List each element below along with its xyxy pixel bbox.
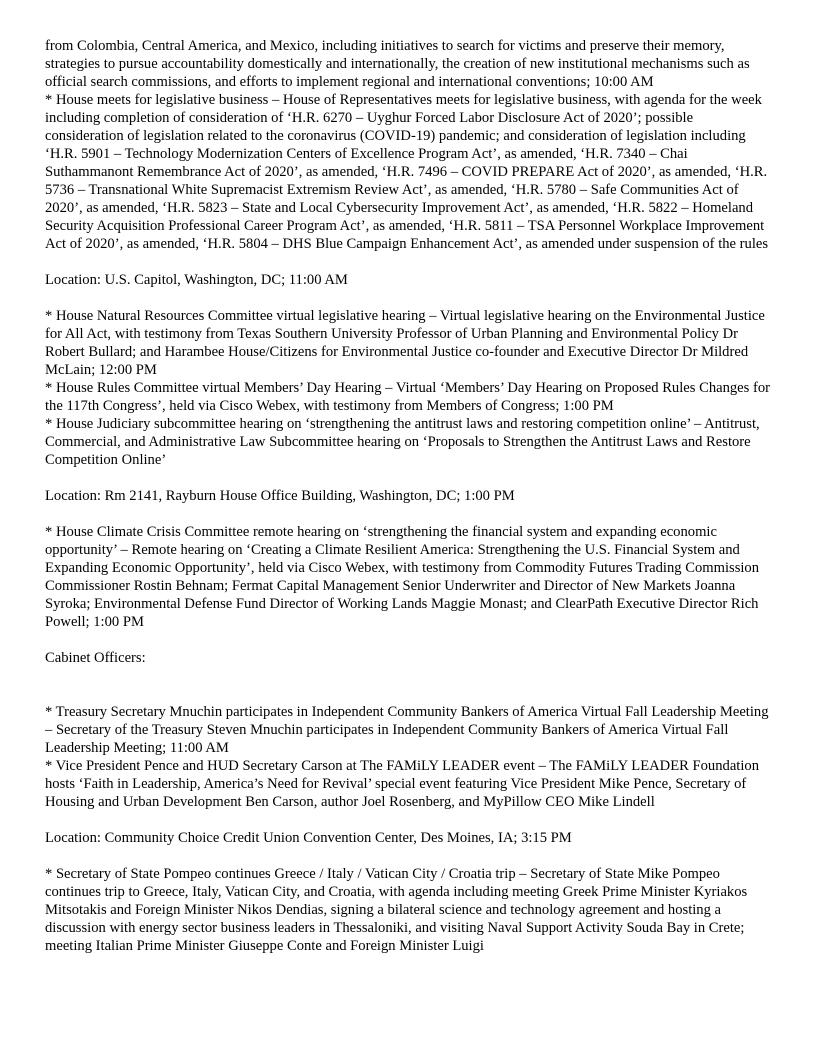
paragraph-house-legislative-business: * House meets for legislative business – House of Representatives meets for legislative business, with agenda for the week including completion of consideration of ‘H.R. 6270 – Uyghur Forced Labor Disclosure Act of 2020’; possible consideration of legislation related to the coronavirus (COVID-19) pandemic; and consideration of legislation including ‘H.R. 5901 – Technology Modernization Centers of Excellence Program Act’, as amended, ‘H.R. 7340 – Chai Suthammanont Remembrance Act of 2020’, as amended, ‘H.R. 7496 – COVID PREPARE Act of 2020’, as amended, ‘H.R. 5736 – Transnational White Supremacist Extremism Review Act’, as amended, ‘H.R. 5780 – Safe Communities Act of 2020’, as amended, ‘H.R. 5823 – State and Local Cybersecurity Improvement Act’, as amended, ‘H.R. 5822 – Homeland Security Acquisition Professional Career Program Act’, as amended, ‘H.R. 5811 – TSA Personnel Workplace Improvement Act of 2020’, as amended, ‘H.R. 5804 – DHS Blue Campaign Enhancement Act’, as amended under suspension of the rules: [45, 92, 769, 252]
spacer: [45, 505, 773, 523]
spacer: [45, 253, 773, 271]
paragraph-colombia-continuation: from Colombia, Central America, and Mexico, including initiatives to search for victims and preserve their memory, strategies to pursue accountability domestically and internationally, the creation of new institutional mechanisms such as official search commissions, and efforts to implement regional and international conventions; 10:00 AM: [45, 38, 750, 90]
spacer: [45, 631, 773, 649]
spacer: [45, 811, 773, 829]
paragraph-natural-resources-hearing: * House Natural Resources Committee virtual legislative hearing – Virtual legislative hearing on the Environmental Justice for All Act, with testimony from Texas Southern University Professor of Urban Planning and Environmental Policy Dr Robert Bullard; and Harambee House/Citizens for Environmental Justice co-founder and Executive Director Dr Mildred McLain; 12:00 PM: [45, 308, 765, 378]
document-page: [45, 37, 773, 955]
paragraph-pence-carson-event: * Vice President Pence and HUD Secretary Carson at The FAMiLY LEADER event – The FAMiLY LEADER Foundation hosts ‘Faith in Leadership, America’s Need for Revival’ special event featuring Vice President Mike Pence, Secretary of Housing and Urban Development Ben Carson, author Joel Rosenberg, and MyPillow CEO Mike Lindell: [45, 758, 760, 810]
heading-cabinet-officers: Cabinet Officers:: [45, 650, 146, 666]
paragraph-pompeo-trip: * Secretary of State Pompeo continues Greece / Italy / Vatican City / Croatia trip – Secretary of State Mike Pompeo continues trip to Greece, Italy, Vatican City, and Croatia, with agenda including meeting Greek Prime Minister Kyriakos Mitsotakis and Foreign Minister Nikos Dendias, signing a bilateral science and technology agreement and hosting a discussion with energy sector business leaders in Thessaloniki, and visiting Naval Support Activity Souda Bay in Crete; meeting Italian Prime Minister Giuseppe Conte and Foreign Minister Luigi: [45, 866, 748, 954]
spacer: [45, 667, 773, 703]
paragraph-location-des-moines: Location: Community Choice Credit Union Convention Center, Des Moines, IA; 3:15 PM: [45, 830, 572, 846]
spacer: [45, 847, 773, 865]
paragraph-judiciary-subcommittee-hearing: * House Judiciary subcommittee hearing on ‘strengthening the antitrust laws and restoring competition online’ – Antitrust, Commercial, and Administrative Law Subcommittee hearing on ‘Proposals to Strengthen the Antitrust Laws and Restore Competition Online’: [45, 416, 760, 468]
paragraph-rules-committee-hearing: * House Rules Committee virtual Members’ Day Hearing – Virtual ‘Members’ Day Hearing on Proposed Rules Changes for the 117th Congress’, held via Cisco Webex, with testimony from Members of Congress; 1:00 PM: [45, 380, 771, 414]
spacer: [45, 289, 773, 307]
paragraph-location-capitol: Location: U.S. Capitol, Washington, DC; 11:00 AM: [45, 272, 348, 288]
paragraph-treasury-mnuchin: * Treasury Secretary Mnuchin participates in Independent Community Bankers of America Virtual Fall Leadership Meeting – Secretary of the Treasury Steven Mnuchin participates in Independent Community Bankers of America Virtual Fall Leadership Meeting; 11:00 AM: [45, 704, 769, 756]
paragraph-climate-crisis-hearing: * House Climate Crisis Committee remote hearing on ‘strengthening the financial system and expanding economic opportunity’ – Remote hearing on ‘Creating a Climate Resilient America: Strengthening the U.S. Financial System and Expanding Economic Opportunity’, held via Cisco Webex, with testimony from Commodity Futures Trading Commission Commissioner Rostin Behnam; Fermat Capital Management Senior Underwriter and Director of New Markets Joanna Syroka; Environmental Defense Fund Director of Working Lands Maggie Monast; and ClearPath Executive Director Rich Powell; 1:00 PM: [45, 524, 760, 630]
paragraph-location-rayburn: Location: Rm 2141, Rayburn House Office Building, Washington, DC; 1:00 PM: [45, 488, 515, 504]
spacer: [45, 469, 773, 487]
